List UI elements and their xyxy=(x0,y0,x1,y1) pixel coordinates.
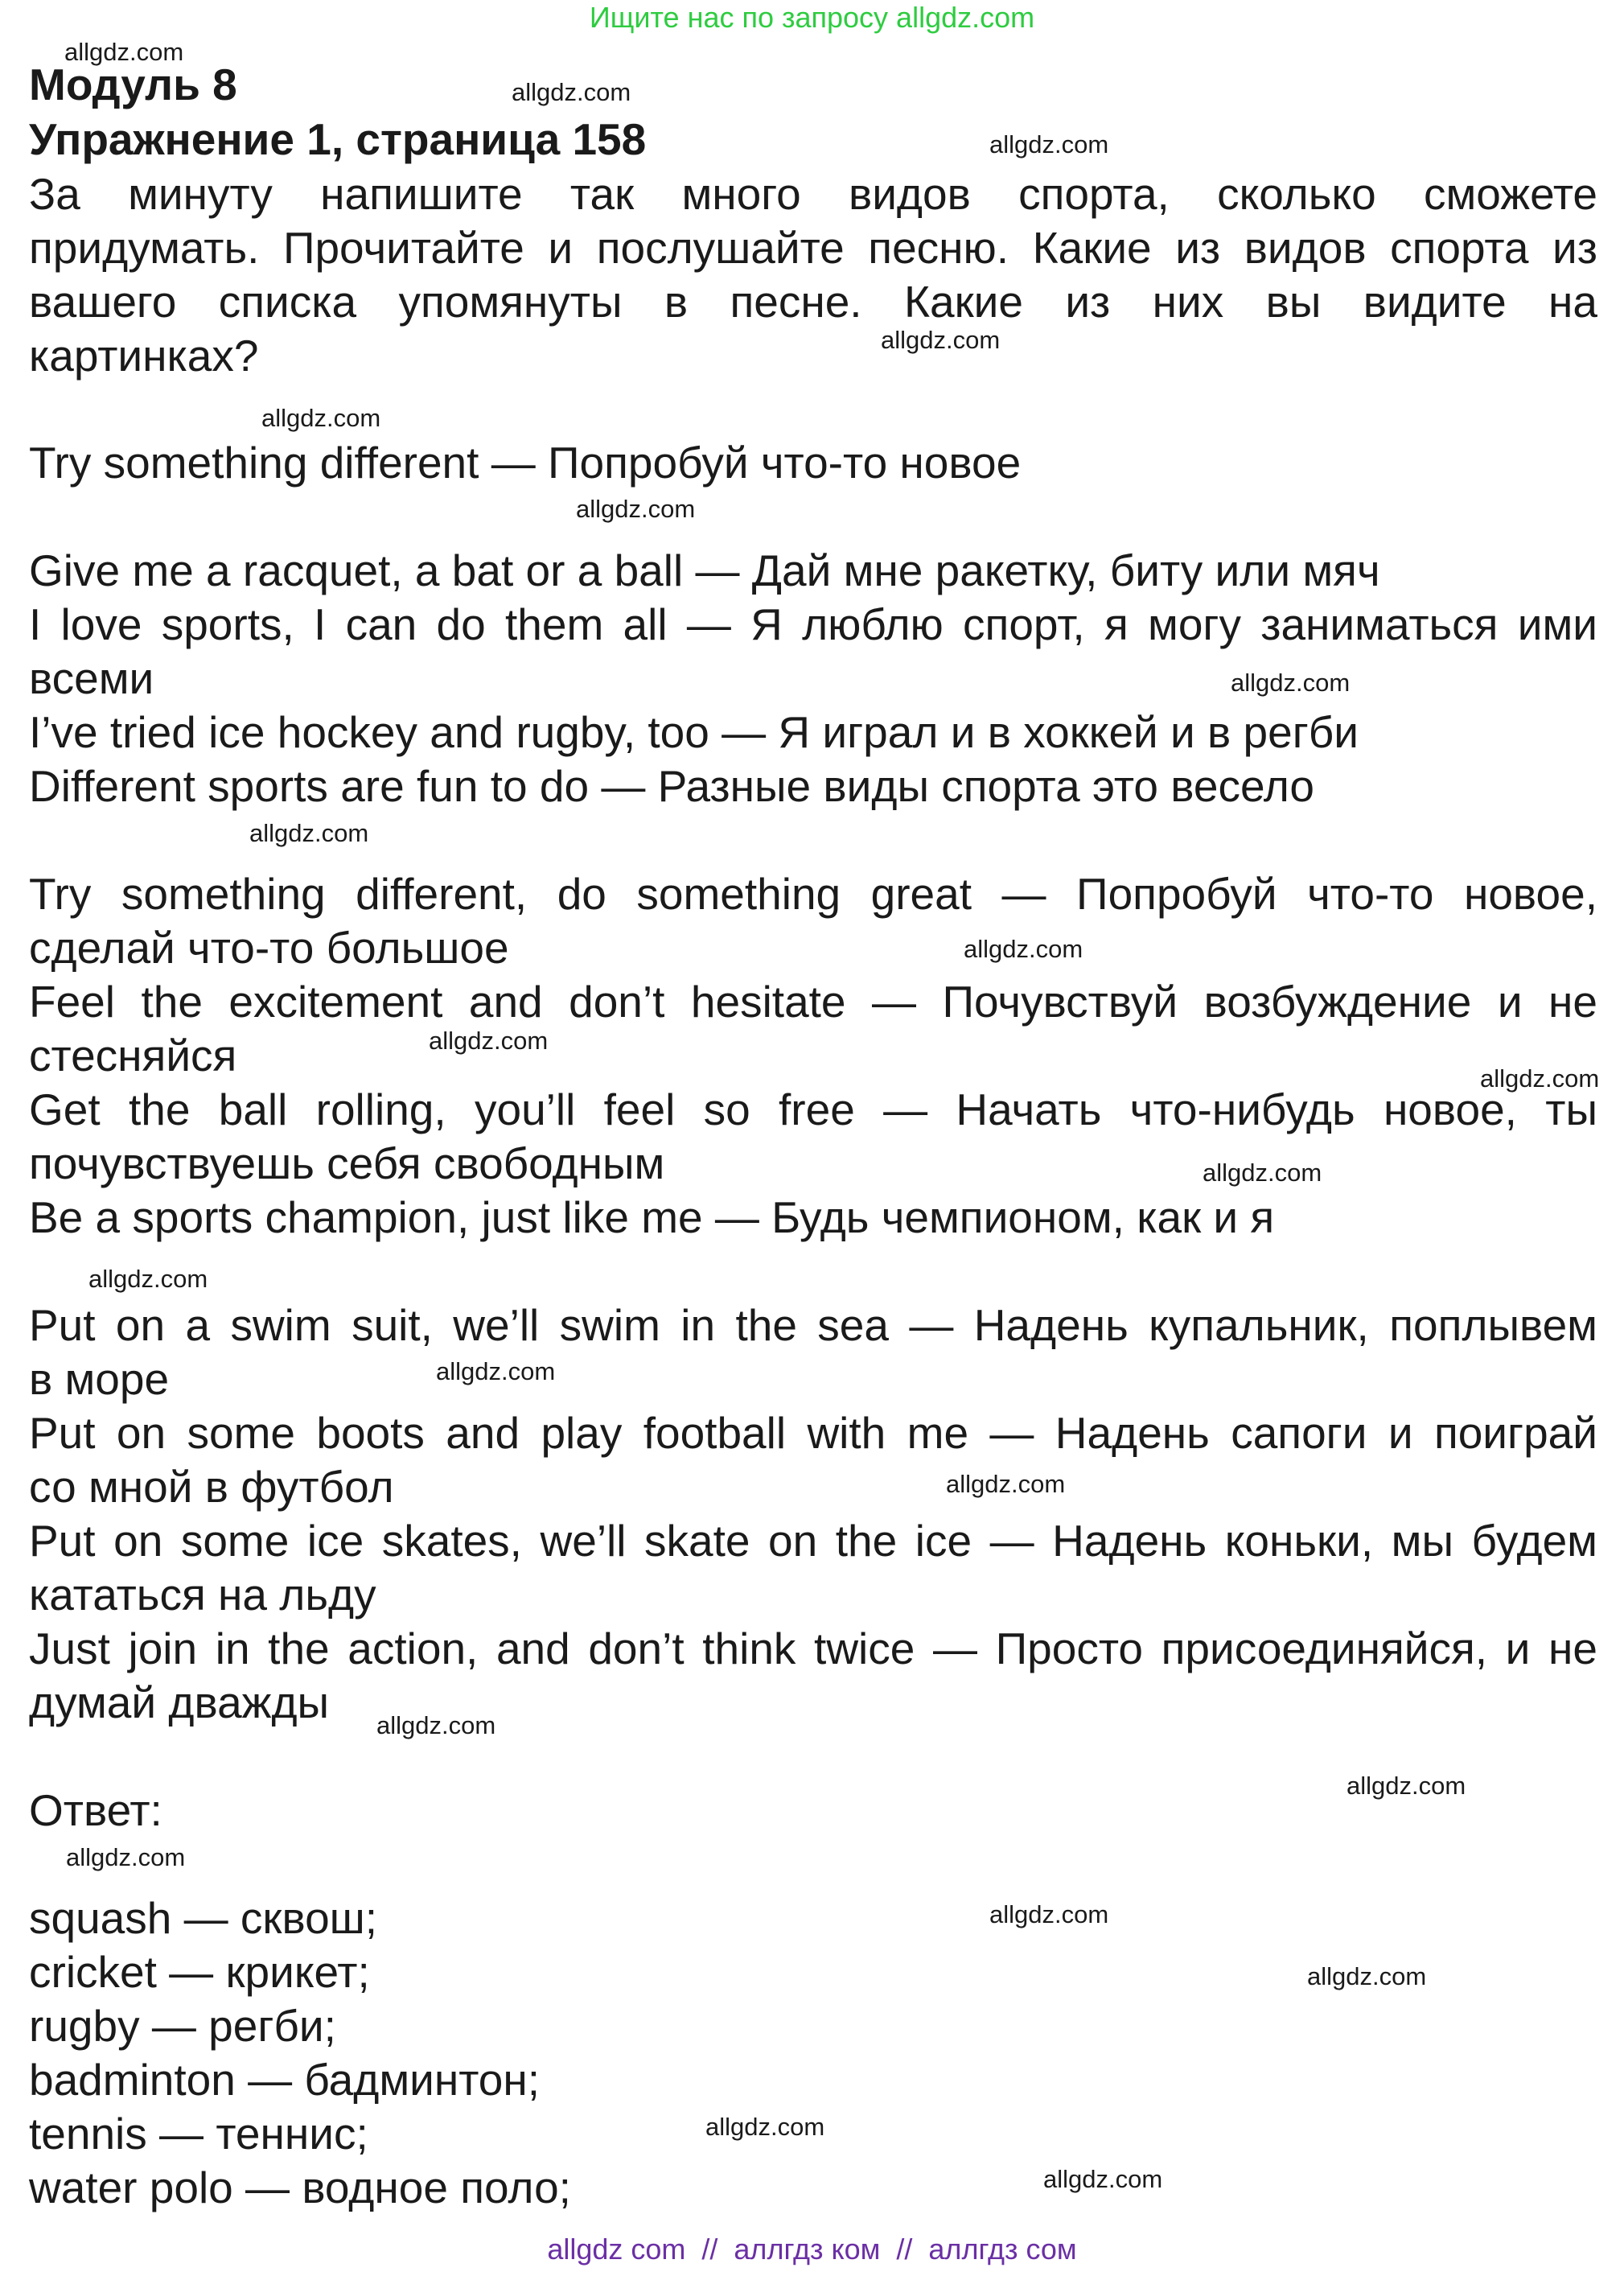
watermark: allgdz.com xyxy=(376,1711,496,1739)
watermark: allgdz.com xyxy=(261,404,381,432)
watermark: allgdz.com xyxy=(249,819,369,847)
watermark: allgdz.com xyxy=(705,2113,825,2141)
song-line: в море xyxy=(29,1354,170,1404)
task-line: картинках? xyxy=(29,331,259,381)
watermark: allgdz.com xyxy=(1346,1772,1466,1800)
song-title: Try something different — Попробуй что-то новое xyxy=(29,438,1022,488)
watermark: allgdz.com xyxy=(66,1843,186,1871)
song-line: Put on some boots and play football with me — Надень сапоги и поиграй xyxy=(29,1408,1597,1458)
answer-item: rugby — регби; xyxy=(29,2001,336,2051)
watermark: allgdz.com xyxy=(512,78,631,106)
watermark: allgdz.com xyxy=(1043,2165,1163,2193)
song-line: Get the ball rolling, you’ll feel so free — Начать что-нибудь новое, ты xyxy=(29,1084,1597,1134)
watermark: allgdz.com xyxy=(1307,1962,1427,1990)
watermark: allgdz.com xyxy=(1203,1159,1322,1187)
song-line: Just join in the action, and don’t think twice — Просто присоединяйся, и не xyxy=(29,1624,1597,1673)
top-banner: Ищите нас по запросу allgdz.com xyxy=(589,1,1035,34)
watermark: allgdz.com xyxy=(989,1900,1109,1928)
watermark: allgdz.com xyxy=(1231,669,1351,697)
song-line: I love sports, I can do them all — Я люблю спорт, я могу заниматься ими xyxy=(29,599,1597,649)
watermark: allgdz.com xyxy=(946,1470,1066,1498)
watermark: allgdz.com xyxy=(436,1357,556,1385)
watermark: allgdz.com xyxy=(989,130,1109,158)
song-line: Put on a swim suit, we’ll swim in the sea — Надень купальник, поплывем xyxy=(29,1300,1597,1350)
answer-item: tennis — теннис; xyxy=(29,2109,368,2159)
song-line: всеми xyxy=(29,653,154,703)
song-line: кататься на льду xyxy=(29,1570,376,1620)
song-line: Feel the excitement and don’t hesitate — Почувствуй возбуждение и не xyxy=(29,977,1597,1027)
watermark: allgdz.com xyxy=(964,935,1083,963)
song-line: почувствуешь себя свободным xyxy=(29,1138,665,1188)
song-line: стесняйся xyxy=(29,1031,237,1080)
song-line: со мной в футбол xyxy=(29,1462,394,1512)
watermark: allgdz.com xyxy=(881,326,1001,354)
song-line: Put on some ice skates, we’ll skate on the ice — Надень коньки, мы будем xyxy=(29,1516,1597,1566)
watermark: allgdz.com xyxy=(576,495,696,523)
watermark: allgdz.com xyxy=(64,38,184,66)
module-title: Модуль 8 xyxy=(29,60,237,109)
watermark: allgdz.com xyxy=(429,1027,549,1055)
song-line: Try something different, do something great — Попробуй что-то новое, xyxy=(29,869,1597,919)
song-line: Be a sports champion, just like me — Будь чемпионом, как и я xyxy=(29,1192,1275,1242)
task-line: вашего списка упомянуты в песне. Какие из них вы видите на xyxy=(29,277,1597,327)
song-line: думай дважды xyxy=(29,1677,330,1727)
answer-item: badminton — бадминтон; xyxy=(29,2055,541,2105)
answer-item: water polo — водное поло; xyxy=(29,2163,571,2212)
song-line: сделай что-то большое xyxy=(29,923,509,973)
answer-item: squash — сквош; xyxy=(29,1893,378,1943)
song-line: Give me a racquet, a bat or a ball — Дай мне ракетку, биту или мяч xyxy=(29,545,1380,595)
task-line: За минуту напишите так много видов спорта, сколько сможете xyxy=(29,169,1597,219)
song-line: Different sports are fun to do — Разные виды спорта это весело xyxy=(29,761,1315,811)
answer-item: cricket — крикет; xyxy=(29,1947,370,1997)
exercise-title: Упражнение 1, страница 158 xyxy=(29,114,647,164)
watermark: allgdz.com xyxy=(1480,1064,1600,1093)
task-line: придумать. Прочитайте и послушайте песню. Какие из видов спорта из xyxy=(29,223,1597,273)
song-line: I’ve tried ice hockey and rugby, too — Я играл и в хоккей и в регби xyxy=(29,707,1359,757)
watermark: allgdz.com xyxy=(88,1265,208,1293)
answer-label: Ответ: xyxy=(29,1785,162,1835)
footer-links: allgdz com // аллгдз ком // аллгдз сом xyxy=(547,2233,1077,2266)
